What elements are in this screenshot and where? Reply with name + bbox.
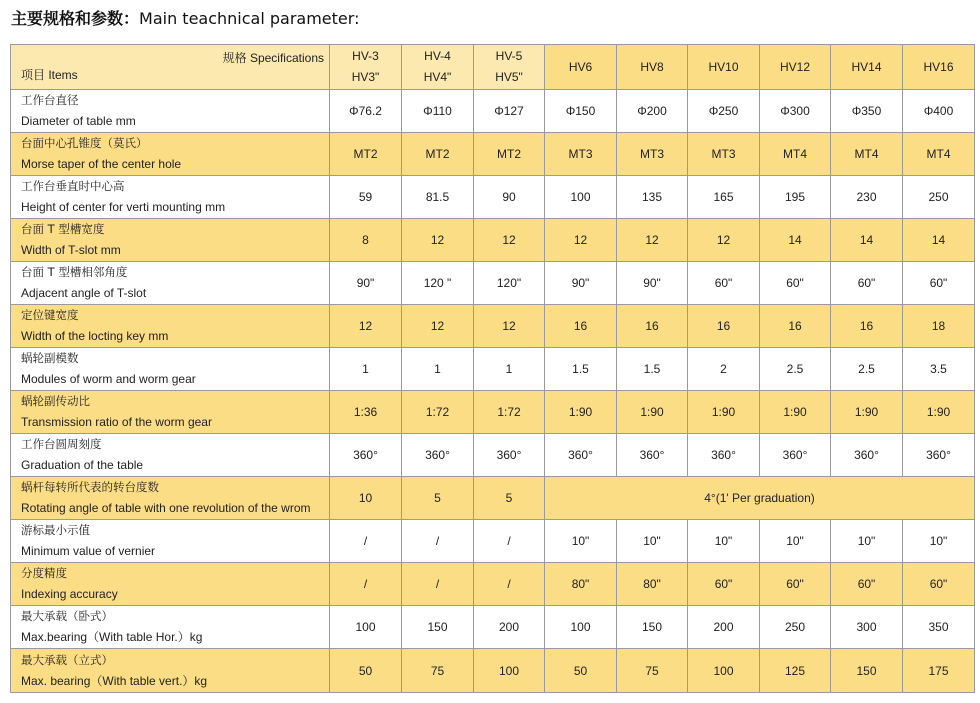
item-label-cn: 工作台直径 bbox=[21, 93, 79, 107]
item-label-en: Graduation of the table bbox=[21, 458, 144, 472]
model-header-hv12 bbox=[760, 45, 831, 90]
value-cell: 60" bbox=[903, 563, 975, 606]
item-label-cell bbox=[11, 477, 330, 520]
value-cell: 2.5 bbox=[760, 348, 831, 391]
value-cell: Φ200 bbox=[617, 90, 688, 133]
value-cell: 16 bbox=[831, 305, 903, 348]
model-header-hv6 bbox=[545, 45, 617, 90]
item-label-cn: 最大承载（卧式） bbox=[21, 609, 113, 623]
model-name: HV-3 bbox=[352, 49, 379, 63]
value-cell: 350 bbox=[903, 606, 975, 649]
table-row bbox=[11, 563, 975, 606]
value-cell: 60" bbox=[688, 262, 760, 305]
value-cell: 100 bbox=[688, 649, 760, 693]
value-cell: 90" bbox=[545, 262, 617, 305]
model-header-hv-3 bbox=[330, 45, 402, 90]
table-row bbox=[11, 391, 975, 434]
item-label-en: Modules of worm and worm gear bbox=[21, 372, 196, 386]
value-cell: 2 bbox=[688, 348, 760, 391]
value-cell: / bbox=[474, 520, 545, 563]
value-cell: 360° bbox=[760, 434, 831, 477]
value-cell: 16 bbox=[688, 305, 760, 348]
item-label-cell bbox=[11, 520, 330, 563]
value-cell: 1:90 bbox=[903, 391, 975, 434]
model-header-hv-5 bbox=[474, 45, 545, 90]
model-alt-name: HV5" bbox=[495, 70, 523, 84]
value-cell: 60" bbox=[688, 563, 760, 606]
value-cell: 14 bbox=[831, 219, 903, 262]
table-row bbox=[11, 348, 975, 391]
value-cell: 1:90 bbox=[831, 391, 903, 434]
item-label-cell bbox=[11, 305, 330, 348]
value-cell: Φ350 bbox=[831, 90, 903, 133]
model-name: HV-4 bbox=[424, 49, 451, 63]
value-cell: 12 bbox=[402, 219, 474, 262]
value-cell: 10" bbox=[831, 520, 903, 563]
value-cell: 12 bbox=[688, 219, 760, 262]
value-cell: 200 bbox=[474, 606, 545, 649]
value-cell: 120 " bbox=[402, 262, 474, 305]
value-cell: 360° bbox=[330, 434, 402, 477]
value-cell: MT4 bbox=[903, 133, 975, 176]
page-title-en: Main teachnical parameter: bbox=[139, 9, 360, 28]
specifications-label: 规格 Specifications bbox=[222, 51, 324, 65]
value-cell: 1.5 bbox=[545, 348, 617, 391]
value-cell: 360° bbox=[617, 434, 688, 477]
value-cell: 1:90 bbox=[617, 391, 688, 434]
item-label-en: Rotating angle of table with one revolution of the wrom bbox=[21, 501, 311, 515]
value-cell: 1 bbox=[474, 348, 545, 391]
model-name: HV16 bbox=[923, 59, 954, 74]
value-cell: 1:36 bbox=[330, 391, 402, 434]
value-cell: 10" bbox=[617, 520, 688, 563]
value-cell: 1.5 bbox=[617, 348, 688, 391]
value-cell: Φ400 bbox=[903, 90, 975, 133]
item-label-en: Morse taper of the center hole bbox=[21, 157, 182, 171]
value-cell: 100 bbox=[545, 176, 617, 219]
value-cell: 14 bbox=[760, 219, 831, 262]
value-cell: / bbox=[474, 563, 545, 606]
model-alt-name: HV4" bbox=[423, 70, 452, 84]
value-cell: 2.5 bbox=[831, 348, 903, 391]
value-cell: Φ76.2 bbox=[330, 90, 402, 133]
value-cell: / bbox=[402, 563, 474, 606]
model-header-hv-4 bbox=[402, 45, 474, 90]
value-cell: 200 bbox=[688, 606, 760, 649]
item-label-en: Width of T-slot mm bbox=[21, 243, 121, 257]
value-cell: 75 bbox=[617, 649, 688, 693]
value-cell: 1:72 bbox=[474, 391, 545, 434]
value-cell: 50 bbox=[545, 649, 617, 693]
value-cell: 10" bbox=[688, 520, 760, 563]
value-cell: 360° bbox=[545, 434, 617, 477]
table-row bbox=[11, 262, 975, 305]
value-cell: 16 bbox=[760, 305, 831, 348]
value-cell: 360° bbox=[688, 434, 760, 477]
table-row bbox=[11, 305, 975, 348]
item-label-cell bbox=[11, 606, 330, 649]
item-label-cn: 台面 T 型槽相邻角度 bbox=[21, 265, 128, 279]
item-label-cell bbox=[11, 649, 330, 693]
item-label-cn: 蜗轮副传动比 bbox=[21, 394, 90, 408]
value-cell: 80" bbox=[545, 563, 617, 606]
value-cell: 12 bbox=[330, 305, 402, 348]
table-row bbox=[11, 176, 975, 219]
item-label-cell bbox=[11, 348, 330, 391]
merged-value-cell: 4°(1' Per graduation) bbox=[545, 477, 975, 520]
value-cell: 360° bbox=[903, 434, 975, 477]
table-row bbox=[11, 477, 975, 520]
value-cell: 60" bbox=[903, 262, 975, 305]
item-label-en: Width of the locting key mm bbox=[21, 329, 169, 343]
table-row bbox=[11, 133, 975, 176]
value-cell: 360° bbox=[831, 434, 903, 477]
item-label-cn: 蜗杆每转所代表的转台度数 bbox=[21, 480, 159, 494]
value-cell: 90" bbox=[617, 262, 688, 305]
items-label: 项目 Items bbox=[21, 68, 78, 82]
value-cell: / bbox=[330, 563, 402, 606]
item-label-cell bbox=[11, 434, 330, 477]
model-header-hv14 bbox=[831, 45, 903, 90]
value-cell: 100 bbox=[330, 606, 402, 649]
value-cell: 81.5 bbox=[402, 176, 474, 219]
item-label-en: Max. bearing（With table vert.）kg bbox=[21, 673, 208, 688]
header-corner-cell bbox=[11, 45, 330, 90]
value-cell: Φ250 bbox=[688, 90, 760, 133]
value-cell: 60" bbox=[760, 262, 831, 305]
value-cell: 12 bbox=[474, 305, 545, 348]
table-header-row bbox=[11, 45, 975, 90]
value-cell: 16 bbox=[545, 305, 617, 348]
value-cell: 14 bbox=[903, 219, 975, 262]
item-label-cell bbox=[11, 563, 330, 606]
model-header-hv10 bbox=[688, 45, 760, 90]
value-cell: Φ300 bbox=[760, 90, 831, 133]
item-label-en: Adjacent angle of T-slot bbox=[21, 286, 147, 300]
table-row bbox=[11, 606, 975, 649]
value-cell: 150 bbox=[402, 606, 474, 649]
value-cell: 1:90 bbox=[760, 391, 831, 434]
item-label-cn: 游标最小示值 bbox=[21, 523, 90, 537]
value-cell: 10" bbox=[903, 520, 975, 563]
value-cell: MT2 bbox=[402, 133, 474, 176]
item-label-cn: 最大承载（立式） bbox=[21, 652, 113, 667]
item-label-cell bbox=[11, 391, 330, 434]
item-label-cn: 蜗轮副模数 bbox=[21, 351, 79, 365]
item-label-en: Height of center for verti mounting mm bbox=[21, 200, 226, 214]
table-row bbox=[11, 219, 975, 262]
value-cell: 60" bbox=[831, 262, 903, 305]
value-cell: 135 bbox=[617, 176, 688, 219]
value-cell: MT2 bbox=[474, 133, 545, 176]
model-header-hv16 bbox=[903, 45, 975, 90]
value-cell: 12 bbox=[545, 219, 617, 262]
value-cell: 150 bbox=[831, 649, 903, 693]
page-title-cn: 主要规格和参数： bbox=[11, 9, 140, 28]
item-label-en: Max.bearing（With table Hor.）kg bbox=[21, 630, 203, 644]
item-label-cell bbox=[11, 219, 330, 262]
value-cell: 3.5 bbox=[903, 348, 975, 391]
value-cell: 60" bbox=[760, 563, 831, 606]
value-cell: MT3 bbox=[688, 133, 760, 176]
value-cell: 60" bbox=[831, 563, 903, 606]
value-cell: MT3 bbox=[617, 133, 688, 176]
value-cell: MT4 bbox=[760, 133, 831, 176]
item-label-cn: 分度精度 bbox=[21, 566, 67, 580]
value-cell: 250 bbox=[903, 176, 975, 219]
value-cell: 18 bbox=[903, 305, 975, 348]
parameter-table bbox=[10, 44, 975, 693]
item-label-en: Minimum value of vernier bbox=[21, 544, 156, 558]
item-label-cn: 工作台垂直时中心高 bbox=[21, 179, 125, 193]
value-cell: 230 bbox=[831, 176, 903, 219]
value-cell: 5 bbox=[474, 477, 545, 520]
item-label-cell bbox=[11, 90, 330, 133]
value-cell: MT3 bbox=[545, 133, 617, 176]
value-cell: 300 bbox=[831, 606, 903, 649]
value-cell: 100 bbox=[545, 606, 617, 649]
item-label-cn: 台面 T 型槽宽度 bbox=[21, 222, 105, 236]
value-cell: 125 bbox=[760, 649, 831, 693]
item-label-cn: 定位键宽度 bbox=[21, 308, 79, 322]
value-cell: 12 bbox=[474, 219, 545, 262]
value-cell: 16 bbox=[617, 305, 688, 348]
table-row bbox=[11, 520, 975, 563]
value-cell: 250 bbox=[760, 606, 831, 649]
value-cell: 10 bbox=[330, 477, 402, 520]
value-cell: Φ150 bbox=[545, 90, 617, 133]
value-cell: 75 bbox=[402, 649, 474, 693]
item-label-cell bbox=[11, 262, 330, 305]
model-name: HV6 bbox=[568, 59, 593, 74]
value-cell: 360° bbox=[402, 434, 474, 477]
value-cell: 10" bbox=[545, 520, 617, 563]
value-cell: 100 bbox=[474, 649, 545, 693]
item-label-cn: 工作台圆周刻度 bbox=[21, 437, 102, 451]
value-cell: 165 bbox=[688, 176, 760, 219]
value-cell: Φ127 bbox=[474, 90, 545, 133]
model-header-hv8 bbox=[617, 45, 688, 90]
model-name: HV8 bbox=[640, 59, 664, 74]
table-row bbox=[11, 434, 975, 477]
value-cell: Φ110 bbox=[402, 90, 474, 133]
page-title bbox=[11, 6, 359, 29]
model-name: HV-5 bbox=[495, 49, 523, 63]
value-cell: 1 bbox=[330, 348, 402, 391]
table-row bbox=[11, 649, 975, 693]
value-cell: 1:72 bbox=[402, 391, 474, 434]
item-label-en: Diameter of table mm bbox=[21, 114, 136, 128]
model-name: HV12 bbox=[779, 59, 811, 74]
value-cell: 1:90 bbox=[688, 391, 760, 434]
value-cell: 150 bbox=[617, 606, 688, 649]
value-cell: 1:90 bbox=[545, 391, 617, 434]
value-cell: MT4 bbox=[831, 133, 903, 176]
value-cell: 195 bbox=[760, 176, 831, 219]
value-cell: MT2 bbox=[330, 133, 402, 176]
value-cell: 5 bbox=[402, 477, 474, 520]
value-cell: 1 bbox=[402, 348, 474, 391]
value-cell: 12 bbox=[402, 305, 474, 348]
item-label-en: Transmission ratio of the worm gear bbox=[21, 415, 212, 429]
value-cell: 10" bbox=[760, 520, 831, 563]
value-cell: 59 bbox=[330, 176, 402, 219]
value-cell: / bbox=[330, 520, 402, 563]
model-name: HV14 bbox=[851, 59, 882, 74]
value-cell: 12 bbox=[617, 219, 688, 262]
item-label-cell bbox=[11, 176, 330, 219]
value-cell: 90" bbox=[330, 262, 402, 305]
value-cell: / bbox=[402, 520, 474, 563]
item-label-cn: 台面中心孔锥度（莫氏） bbox=[21, 136, 148, 150]
value-cell: 120" bbox=[474, 262, 545, 305]
item-label-cell bbox=[11, 133, 330, 176]
value-cell: 8 bbox=[330, 219, 402, 262]
model-alt-name: HV3" bbox=[351, 70, 380, 84]
value-cell: 80" bbox=[617, 563, 688, 606]
item-label-en: Indexing accuracy bbox=[21, 587, 118, 601]
model-name: HV10 bbox=[708, 59, 739, 74]
value-cell: 50 bbox=[330, 649, 402, 693]
value-cell: 90 bbox=[474, 176, 545, 219]
table-row bbox=[11, 90, 975, 133]
value-cell: 175 bbox=[903, 649, 975, 693]
value-cell: 360° bbox=[474, 434, 545, 477]
